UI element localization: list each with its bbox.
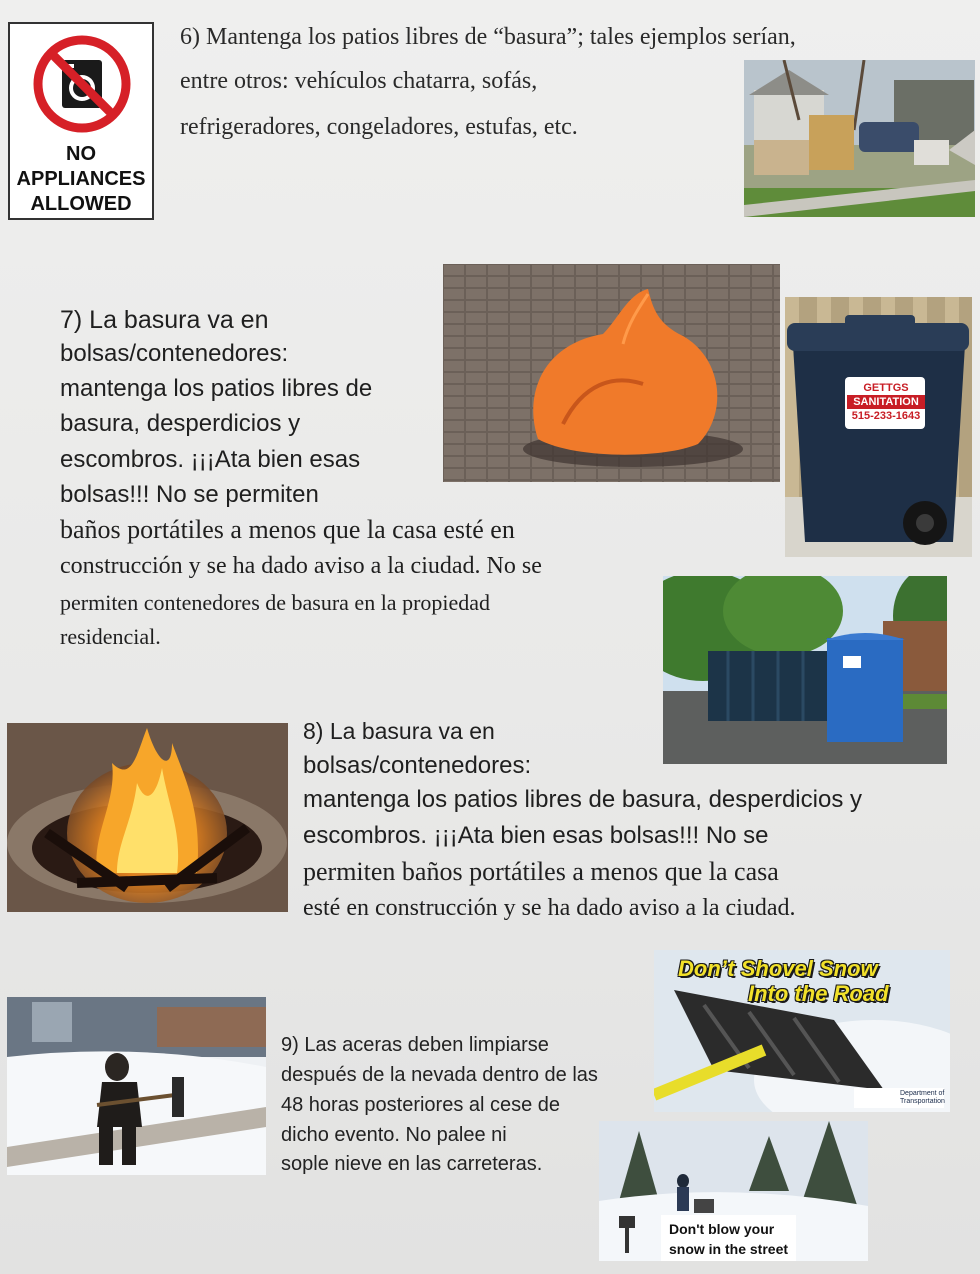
sign-text: NO APPLIANCES ALLOWED (16, 143, 146, 215)
section-7-line: permiten contenedores de basura en la propiedad (60, 590, 491, 615)
section-7-line: bolsas/contenedores: (60, 340, 289, 367)
section-9-line: dicho evento. No palee ni (281, 1124, 507, 1146)
junk-yard-photo (744, 60, 975, 217)
dont-shovel-snow-poster (654, 950, 950, 1112)
no-washing-machine-icon (32, 34, 132, 134)
poster-title-line: Don’t Shovel Snow (678, 956, 878, 981)
section-8-line: 8) La basura va en (303, 718, 495, 744)
no-appliances-sign (8, 22, 154, 220)
section-8-line: esté en construcción y se ha dado aviso a la ciudad. (303, 895, 796, 921)
section-7-line: baños portátiles a menos que la casa esté en (60, 515, 515, 544)
section-7-line: bolsas!!! No se permiten (60, 481, 319, 508)
section-8-line: permiten baños portátiles a menos que la casa (303, 857, 779, 886)
dumpster-portable-toilet-photo (663, 576, 947, 764)
section-7-line: escombros. ¡¡¡Ata bien esas (60, 446, 361, 473)
section-6-line: 6) Mantenga los patios libres de “basura”; tales ejemplos serían, (180, 24, 796, 50)
garbage-bin-photo (785, 297, 972, 557)
bin-label-line: GETTGS (863, 382, 909, 394)
dot-logo: Department of Transportation (900, 1090, 945, 1105)
section-7-line: construcción y se ha dado aviso a la ciudad. No se (60, 553, 542, 579)
blower-caption: Don't blow your snow in the street (661, 1215, 796, 1261)
section-9-line: después de la nevada dentro de las (281, 1064, 598, 1086)
snow-blower-photo (599, 1121, 868, 1261)
section-7-line: mantenga los patios libres de (60, 375, 373, 402)
section-7-line: residencial. (60, 624, 161, 649)
orange-trash-bag-photo (443, 264, 780, 482)
section-6-line: entre otros: vehículos chatarra, sofás, (180, 68, 538, 94)
fire-pit-photo (7, 723, 288, 912)
section-9-line: 9) Las aceras deben limpiarse (281, 1034, 549, 1056)
section-8-line: escombros. ¡¡¡Ata bien esas bolsas!!! No se (303, 822, 769, 849)
bin-label-line: 515-233-1643 (851, 410, 921, 422)
section-7-line: basura, desperdicios y (60, 410, 301, 437)
section-8-line: mantenga los patios libres de basura, desperdicios y (303, 786, 862, 813)
section-8-line: bolsas/contenedores: (303, 752, 532, 779)
section-9-line: sople nieve en las carreteras. (281, 1153, 543, 1175)
section-9-line: 48 horas posteriores al cese de (281, 1094, 561, 1116)
section-7-line: 7) La basura va en (60, 306, 269, 334)
poster-title-line: Into the Road (748, 981, 889, 1006)
bin-label-line: SANITATION (847, 395, 925, 409)
bin-label (847, 381, 925, 423)
person-shoveling-photo (7, 997, 266, 1175)
section-6-line: refrigeradores, congeladores, estufas, etc. (180, 114, 578, 140)
